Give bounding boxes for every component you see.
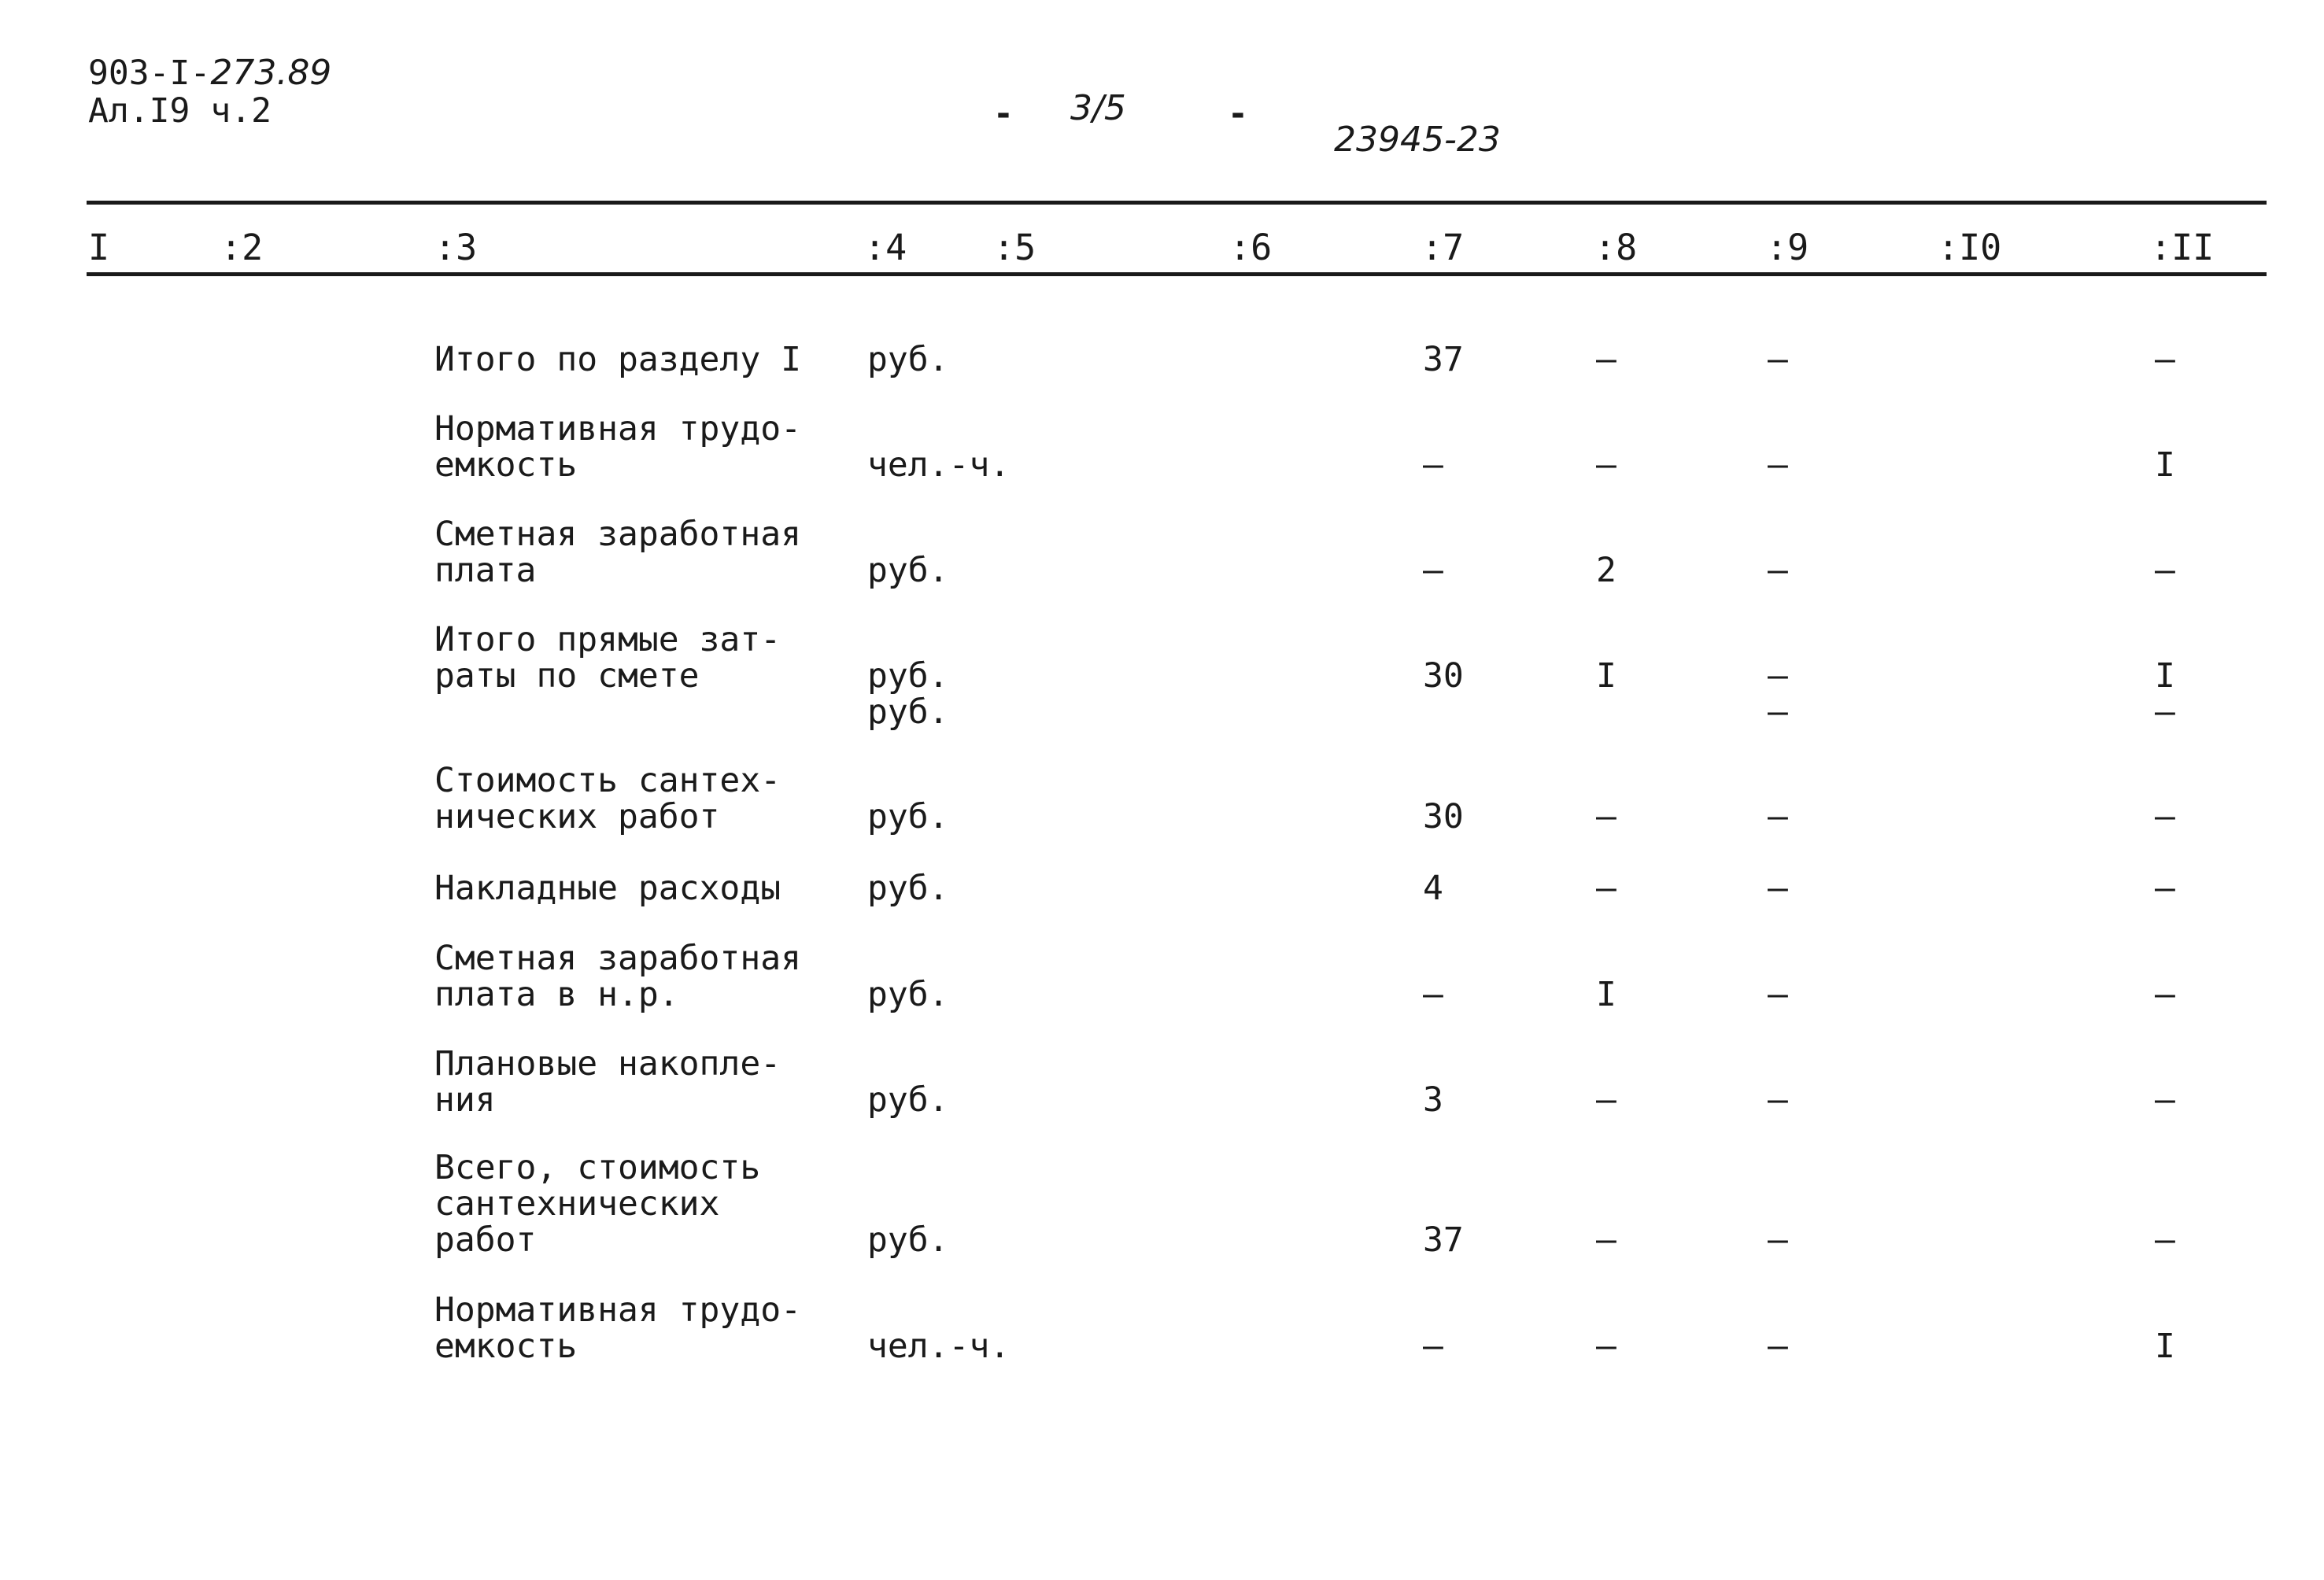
column-header-7: :7 — [1421, 227, 1465, 268]
row-label-line: Стоимость сантех- — [434, 761, 781, 800]
column-header-9: :9 — [1766, 227, 1809, 268]
row-label — [434, 622, 859, 694]
row-label-line: раты по смете — [434, 656, 700, 696]
row-unit: руб. — [867, 797, 949, 836]
row-label-line: нических работ — [434, 797, 720, 836]
col11-value: – — [2155, 1080, 2175, 1120]
col9-value: – — [1768, 869, 1788, 908]
row-unit: руб. — [867, 551, 949, 590]
col9-value: – — [1768, 975, 1788, 1014]
row-label-line: плата — [434, 551, 537, 590]
row-unit: руб. — [867, 1220, 949, 1260]
column-header-5: :5 — [993, 227, 1036, 268]
col9-value: – — [1768, 1327, 1788, 1366]
col7-value: 30 — [1423, 656, 1464, 696]
column-header-10: :I0 — [1938, 227, 2002, 268]
row-label-line: Нормативная трудо- — [434, 409, 801, 449]
row-label-line: Итого по разделу I — [434, 340, 801, 379]
col7-value: – — [1423, 1327, 1443, 1366]
row-unit: руб. — [867, 340, 949, 379]
col11-value: – — [2155, 1220, 2175, 1260]
col11-value: – — [2155, 797, 2175, 836]
row-label-line: Плановые накопле- — [434, 1044, 781, 1083]
row-label-line: работ — [434, 1220, 537, 1260]
row-label-line: ния — [434, 1080, 496, 1120]
col7-value: 4 — [1423, 869, 1443, 908]
row-label-line: Накладные расходы — [434, 869, 781, 908]
col9-value: – — [1768, 340, 1788, 379]
row-label-line: Всего, стоимость — [434, 1148, 761, 1187]
column-header-1: I — [88, 227, 110, 268]
col7-value: 37 — [1423, 340, 1464, 379]
column-header-11: :II — [2150, 227, 2215, 268]
column-header-4: :4 — [864, 227, 907, 268]
col7-value: 3 — [1423, 1080, 1443, 1120]
col11-value: I — [2155, 656, 2175, 696]
col11-value: – — [2155, 692, 2175, 732]
page-number: 3/5 — [1070, 88, 1126, 128]
doc-code-handwritten: 273.89 — [210, 53, 332, 93]
row-label — [434, 341, 859, 378]
col8-value: – — [1596, 869, 1616, 908]
column-header-8: :8 — [1594, 227, 1638, 268]
col8-value: I — [1596, 656, 1616, 696]
col7-value: 37 — [1423, 1220, 1464, 1260]
row-label-line: емкость — [434, 1327, 578, 1366]
col8-value: – — [1596, 1220, 1616, 1260]
col9-value: – — [1768, 1220, 1788, 1260]
row-unit: руб. — [867, 656, 949, 696]
col8-value: – — [1596, 445, 1616, 485]
col8-value: – — [1596, 797, 1616, 836]
col11-value: – — [2155, 869, 2175, 908]
page-dash-right: - — [1228, 94, 1248, 134]
row-label-line: Итого прямые зат- — [434, 620, 781, 659]
column-header-3: :3 — [434, 227, 478, 268]
row-label-line: Сметная заработная — [434, 939, 801, 978]
row-label — [434, 1046, 859, 1118]
row-unit: руб. — [867, 869, 949, 908]
row-label — [434, 1292, 859, 1364]
col11-value: I — [2155, 445, 2175, 485]
page-dash-left: - — [993, 94, 1014, 134]
row-label-line: Сметная заработная — [434, 515, 801, 554]
col7-value: – — [1423, 445, 1443, 485]
row-label — [434, 762, 859, 835]
col8-value: – — [1596, 1080, 1616, 1120]
row-unit: чел.-ч. — [867, 445, 1011, 485]
row-label — [434, 516, 859, 589]
col9-value: – — [1768, 1080, 1788, 1120]
row-label-line: плата в н.р. — [434, 975, 679, 1014]
col7-value: 30 — [1423, 797, 1464, 836]
col9-value: – — [1768, 445, 1788, 485]
row-label — [434, 411, 859, 483]
top-rule — [87, 201, 2267, 205]
col9-value: – — [1768, 656, 1788, 696]
col8-value: – — [1596, 340, 1616, 379]
row-label-line: сантехнических — [434, 1184, 720, 1224]
row-label — [434, 1150, 859, 1258]
col9-value: – — [1768, 692, 1788, 732]
col11-value: – — [2155, 340, 2175, 379]
col7-value: – — [1423, 551, 1443, 590]
row-unit: руб. — [867, 1080, 949, 1120]
inventory-number: 23945-23 — [1334, 120, 1501, 160]
column-header-rule — [87, 272, 2267, 276]
row-label — [434, 870, 859, 906]
col8-value: I — [1596, 975, 1616, 1014]
col11-value: I — [2155, 1327, 2175, 1366]
col8-value: 2 — [1596, 551, 1616, 590]
col9-value: – — [1768, 797, 1788, 836]
row-label — [434, 940, 859, 1013]
doc-code-prefix: 903-I- — [88, 54, 211, 93]
row-unit: руб. — [867, 692, 949, 732]
col9-value: – — [1768, 551, 1788, 590]
col11-value: – — [2155, 551, 2175, 590]
row-label-line: Нормативная трудо- — [434, 1290, 801, 1330]
col8-value: – — [1596, 1327, 1616, 1366]
column-header-2: :2 — [220, 227, 264, 268]
album-line: Ал.I9 ч.2 — [88, 91, 272, 131]
col7-value: – — [1423, 975, 1443, 1014]
row-unit: чел.-ч. — [867, 1327, 1011, 1366]
doc-code — [88, 55, 331, 91]
column-header-6: :6 — [1229, 227, 1273, 268]
row-unit: руб. — [867, 975, 949, 1014]
row-label-line: емкость — [434, 445, 578, 485]
col11-value: – — [2155, 975, 2175, 1014]
